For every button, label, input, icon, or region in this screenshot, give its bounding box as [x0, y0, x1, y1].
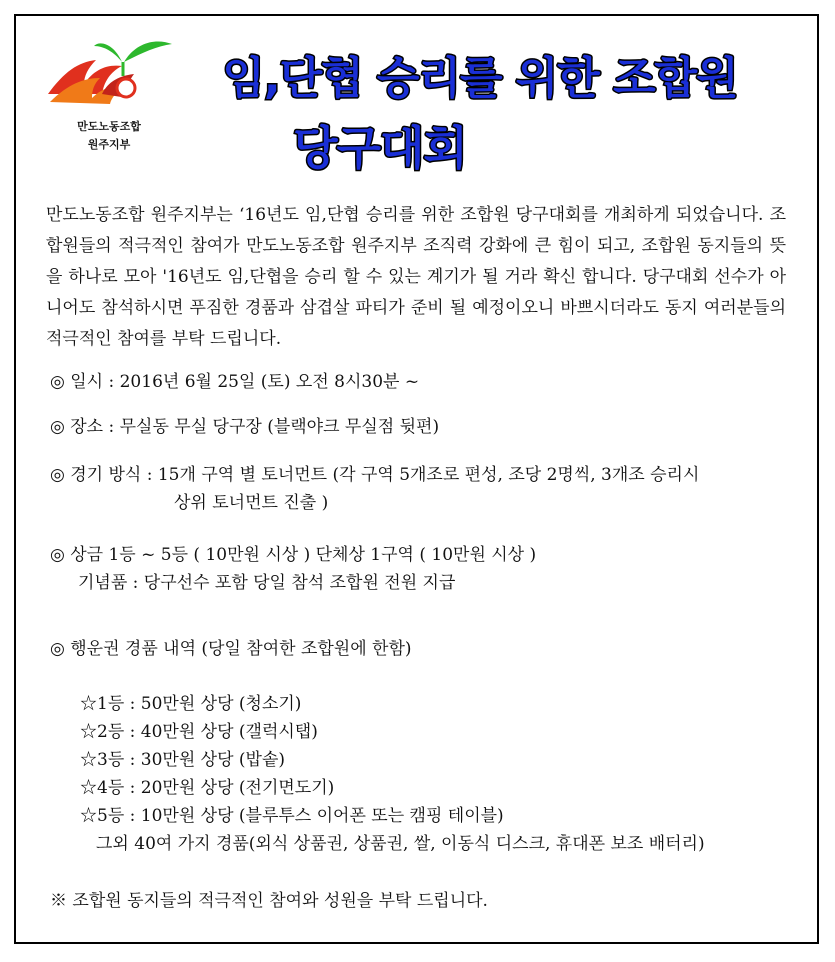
logo-text-branch: 원주지부: [87, 138, 131, 151]
lucky-prize-3: ☆3등 : 30만원 상당 (밥솥): [80, 750, 286, 770]
lucky-prize-5: ☆5등 : 10만원 상당 (블루투스 이어폰 또는 캠핑 테이블): [80, 806, 504, 826]
page-title-line2: 당구대회: [293, 121, 467, 175]
page-title-line1: 임,단협 승리를 위한 조합원: [222, 53, 738, 104]
lucky-prize-4: ☆4등 : 20만원 상당 (전기면도기): [80, 778, 335, 798]
event-prize: ◎ 상금 1등 ~ 5등 ( 10만원 시상 ) 단체상 1구역 ( 10만원 시상 ): [50, 545, 537, 565]
event-format-cont: 상위 토너먼트 진출 ): [174, 493, 329, 513]
lucky-draw-header: ◎ 행운권 경품 내역 (당일 참여한 조합원에 한함): [50, 639, 412, 659]
intro-paragraph: 만도노동조합 원주지부는 ‘16년도 임,단협 승리를 위한 조합원 당구대회를 개최하게 되었습니다. 조합원들의 적극적인 참여가 만도노동조합 원주지부 조직력 강화에 큰 힘이 되고, 조합원 동지들의 뜻을 하나로 모아 '16년도 임,단협을 승리 할 수 있는 계기가 될 거라 확신 합니다. 당구대회 선수가 아니어도 참석하시면 푸짐한 경품과 삼겹살 파티가 준비 될 예정이오니 바쁘시더라도 동지 여러분들의 적극적인 참여를 부탁 드립니다.: [46, 205, 786, 349]
lucky-prize-1: ☆1등 : 50만원 상당 (청소기): [80, 694, 302, 714]
event-souvenir: 기념품 : 당구선수 포함 당일 참석 조합원 전원 지급: [78, 573, 456, 593]
lucky-prize-2: ☆2등 : 40만원 상당 (갤럭시탭): [80, 722, 318, 742]
logo-text-union: 만도노동조합: [77, 120, 141, 133]
lucky-prize-others: 그외 40여 가지 경품(외식 상품권, 상품권, 쌀, 이동식 디스크, 휴대폰 보조 배터리): [96, 834, 705, 854]
event-place: ◎ 장소 : 무실동 무실 당구장 (블랙야크 무실점 뒷편): [50, 417, 440, 437]
union-emblem-icon: [44, 32, 184, 112]
closing-note: ※ 조합원 동지들의 적극적인 참여와 성원을 부탁 드립니다.: [50, 891, 488, 911]
event-date: ◎ 일시 : 2016년 6월 25일 (토) 오전 8시30분 ~: [50, 372, 420, 392]
event-format: ◎ 경기 방식 : 15개 구역 별 토너먼트 (각 구역 5개조로 편성, 조당 2명씩, 3개조 승리시: [50, 465, 700, 485]
